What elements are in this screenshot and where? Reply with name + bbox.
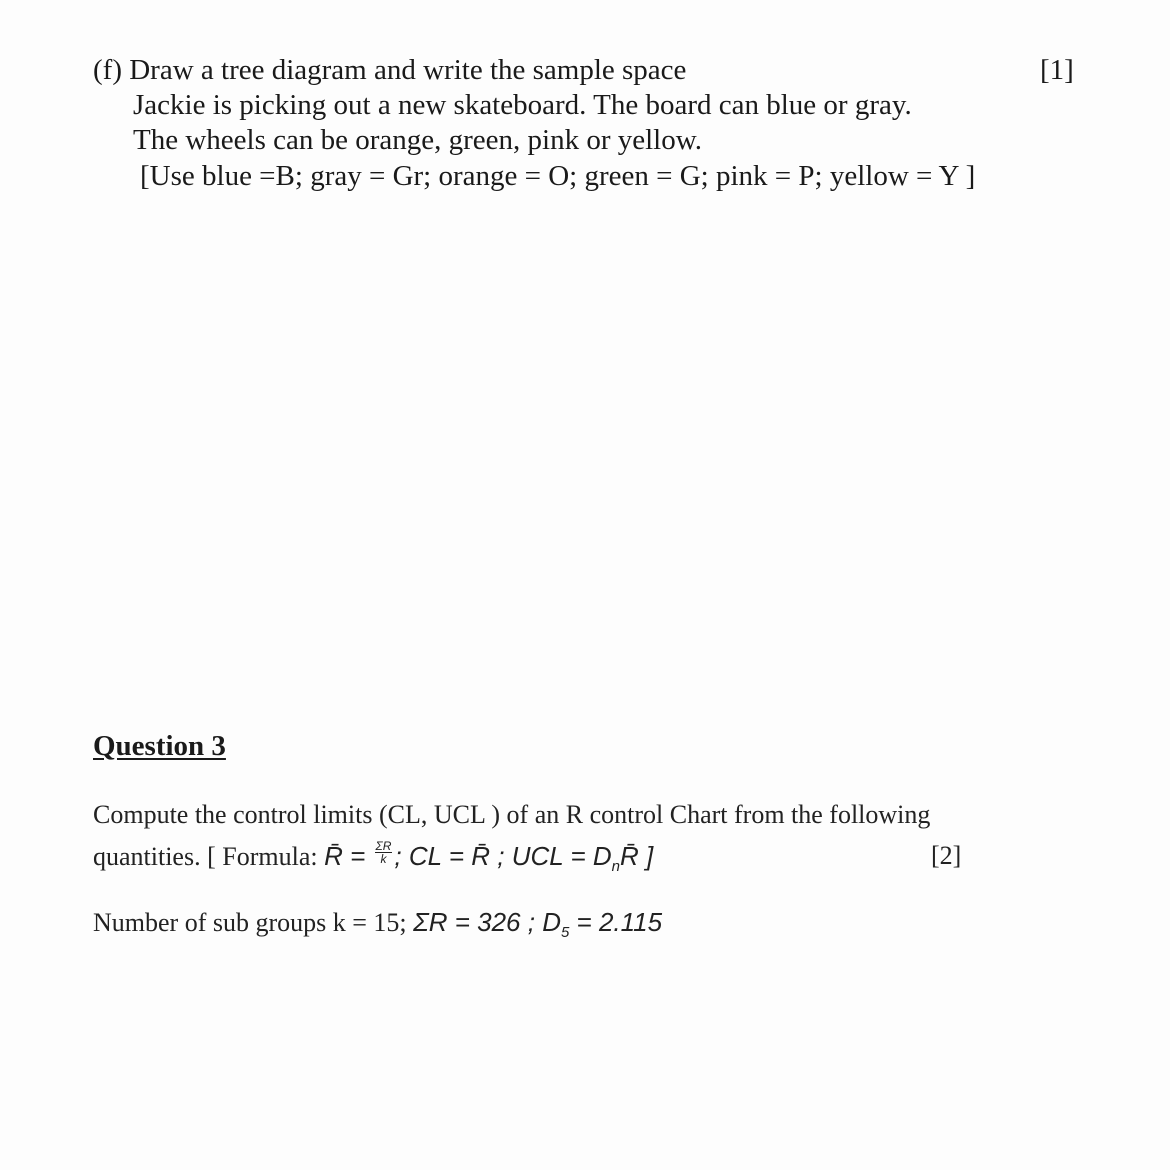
formula-ucl: ; UCL = D <box>490 841 612 871</box>
formula-cl: ; CL = <box>394 841 472 871</box>
sum-r-value: ΣR = 326 ; <box>413 907 543 937</box>
d5-subscript: 5 <box>560 924 570 942</box>
formula-fraction <box>375 840 393 865</box>
subgroups-text: Number of sub groups k = 15; <box>93 908 414 937</box>
formula <box>324 838 654 876</box>
formula-end: R̄ ] <box>620 841 654 871</box>
part-f-marks: [1] <box>1040 54 1074 86</box>
d5-symbol: D <box>542 907 561 937</box>
question-3-line-1: Compute the control limits (CL, UCL ) of an R control Chart from the following <box>93 800 931 829</box>
part-f-instruction: (f) Draw a tree diagram and write the sample space <box>93 54 687 86</box>
formula-rbar: R̄ <box>471 841 491 871</box>
formula-rbar-eq: R̄ = <box>324 841 373 871</box>
question-3-line-2 <box>93 838 654 882</box>
d5-value: = 2.115 <box>569 907 663 937</box>
formula-prefix: quantities. [ Formula: <box>93 842 325 871</box>
part-f-line-board: Jackie is picking out a new skateboard. The board can blue or gray. <box>133 89 912 121</box>
fraction-denominator: k <box>380 851 387 866</box>
part-f-line-key: [Use blue =B; gray = Gr; orange = O; green = G; pink = P; yellow = Y ] <box>140 160 976 192</box>
formula-sub-n: n <box>611 858 620 876</box>
fraction-numerator: ΣR <box>375 838 392 853</box>
question-3-marks: [2] <box>931 841 962 870</box>
question-3-given-values <box>93 907 662 948</box>
question-3-heading: Question 3 <box>93 730 226 762</box>
part-f-line-wheels: The wheels can be orange, green, pink or yellow. <box>133 124 703 156</box>
